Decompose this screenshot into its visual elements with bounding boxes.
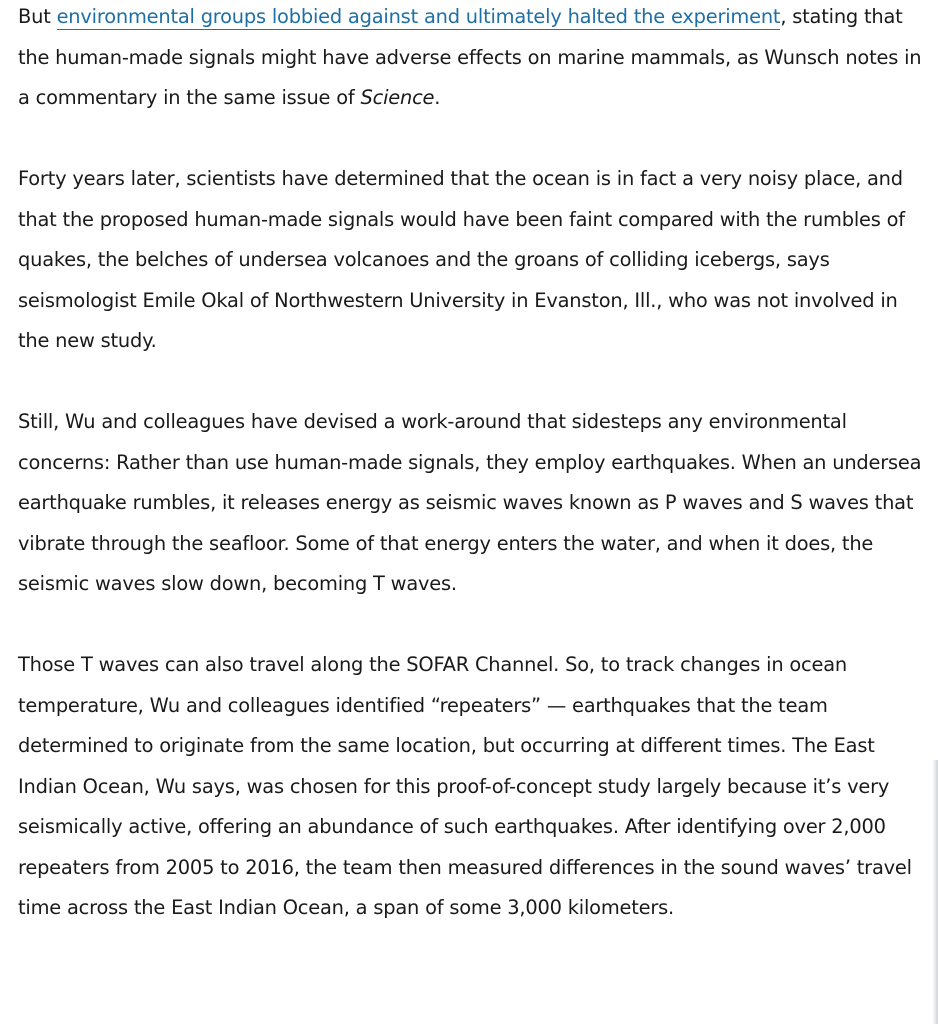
paragraph-prefix: But — [18, 5, 57, 28]
journal-name: Science — [360, 86, 435, 109]
environmental-groups-link[interactable]: environmental groups lobbied against and ultimately halted the experiment — [56, 5, 781, 28]
scroll-edge-shadow — [932, 760, 938, 1024]
paragraph-work-around: Still, Wu and colleagues have devised a work-around that sidesteps any environmental concerns: Rather than use human-made signals, they employ earthquakes. When an undersea earthquake rumbles, it releases energy as seismic waves known as P waves and S waves that vibrate through the seafloor. Some of that energy enters the water, and when it does, the seismic waves slow down, becoming T waves. — [18, 410, 922, 595]
article-body — [18, 0, 930, 969]
paragraph-environmental-groups — [18, 0, 930, 119]
paragraph-middle: , stating that the human-made signals might have adverse effects on marine mammals, as Wunsch notes in a commentary in the same issue of — [18, 5, 922, 109]
paragraph-suffix: . — [434, 86, 441, 109]
paragraph-forty-years-later: Forty years later, scientists have determined that the ocean is in fact a very noisy place, and that the proposed human-made signals would have been faint compared with the rumbles of quakes, the belches of undersea volcanoes and the groans of colliding icebergs, says seismologist Emile Okal of Northwestern University in Evanston, Ill., who was not involved in the new study. — [18, 167, 905, 352]
paragraph-t-waves: Those T waves can also travel along the SOFAR Channel. So, to track changes in ocean temperature, Wu and colleagues identified “repeaters” — earthquakes that the team determined to originate from the same location, but occurring at different times. The East Indian Ocean, Wu says, was chosen for this proof-of-concept study largely because it’s very seismically active, offering an abundance of such earthquakes. After identifying over 2,000 repeaters from 2005 to 2016, the team then measured differences in the sound waves’ travel time across the East Indian Ocean, a span of some 3,000 kilometers. — [18, 653, 912, 919]
